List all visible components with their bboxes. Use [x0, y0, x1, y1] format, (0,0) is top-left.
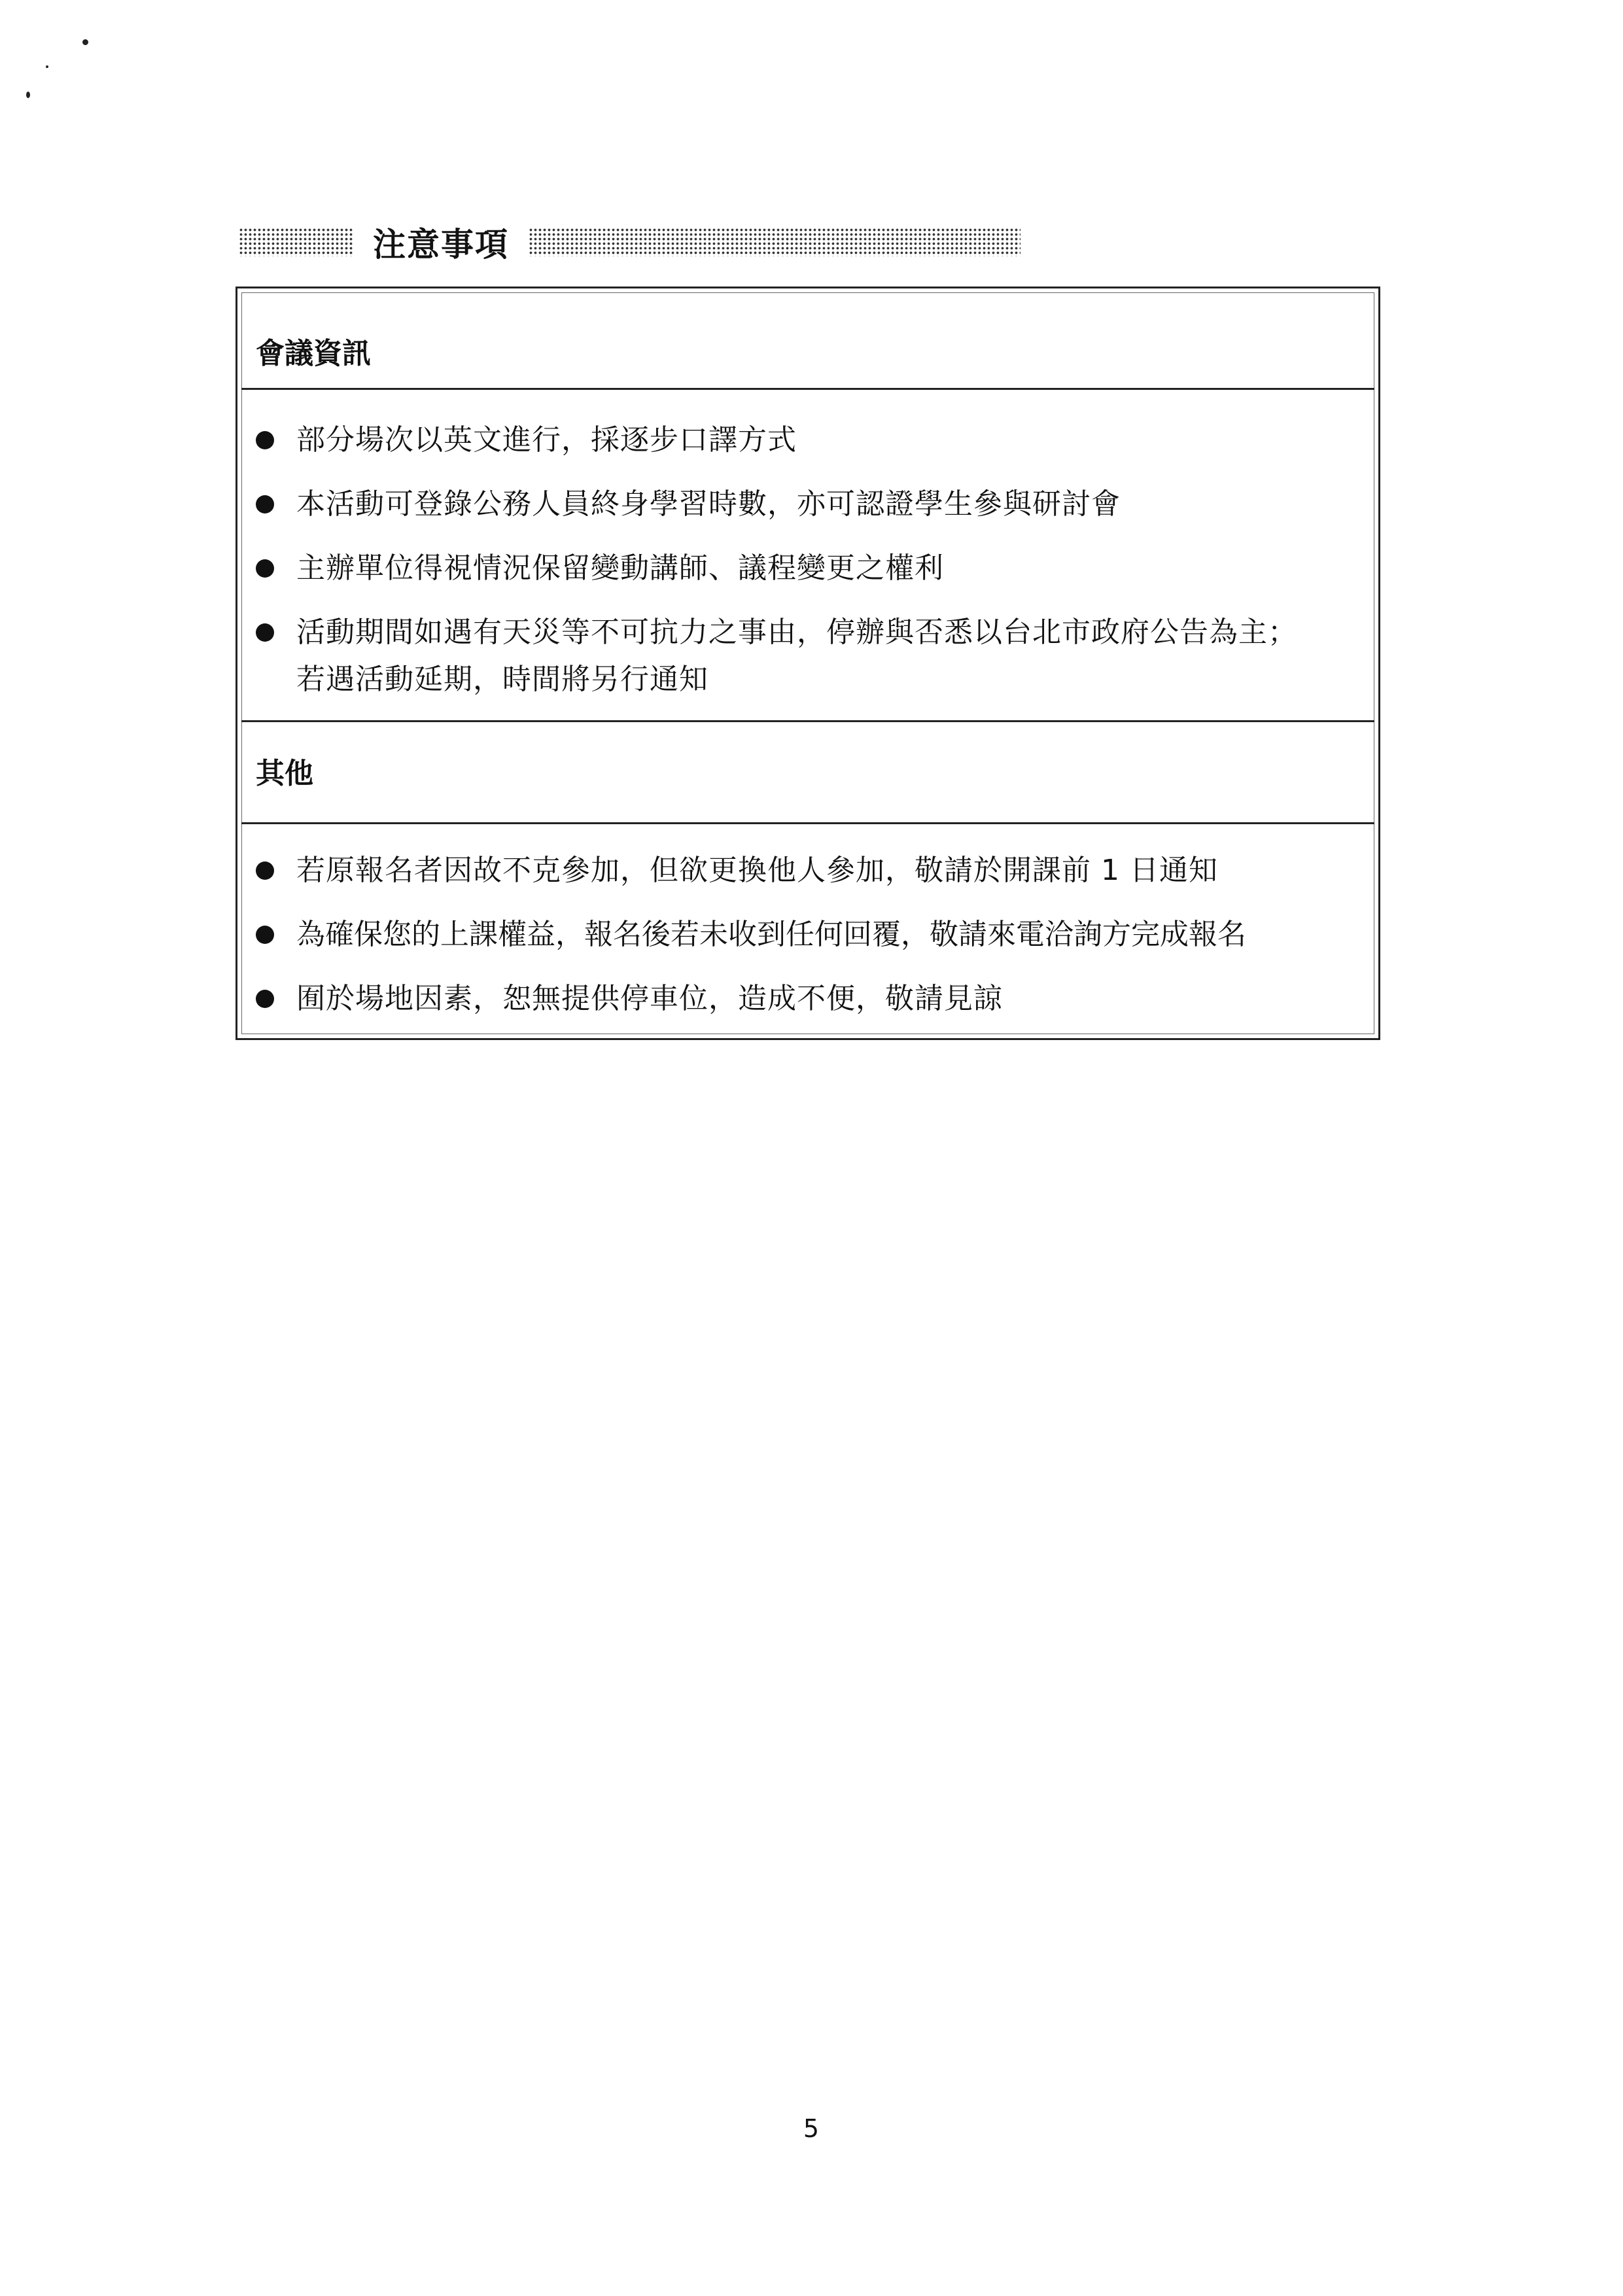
- bullet-icon: [256, 861, 274, 880]
- scan-speck: [46, 65, 48, 68]
- list-item: [237, 481, 1378, 528]
- list-item-text: 為確保您的上課權益，報名後若未收到任何回覆，敬請來電洽詢方完成報名: [296, 918, 1246, 951]
- notice-box: [236, 287, 1380, 1040]
- scan-speck: [26, 92, 30, 98]
- heading-dot-pattern-left: [239, 228, 353, 256]
- list-item-text: 主辦單位得視情況保留變動講師、議程變更之權利: [296, 551, 944, 585]
- section-header-other: [237, 722, 1378, 820]
- bullet-icon: [256, 623, 274, 642]
- bullet-icon: [256, 926, 274, 944]
- section-title: 其他: [256, 757, 313, 790]
- section-divider: [241, 822, 1374, 824]
- notice-heading: [239, 216, 1021, 268]
- list-item: [237, 545, 1378, 592]
- list-item: [237, 609, 1378, 703]
- bullet-icon: [256, 431, 274, 449]
- list-item-text: 若原報名者因故不克參加，但欲更換他人參加，敬請於開課前 1 日通知: [296, 854, 1218, 887]
- list-item-text: 活動期間如遇有天災等不可抗力之事由，停辦與否悉以台北市政府公告為主；若遇活動延期，時間將另行通知: [296, 616, 1297, 696]
- other-info-list: [237, 847, 1378, 1022]
- list-item-text: 本活動可登錄公務人員終身學習時數，亦可認證學生參與研討會: [296, 487, 1121, 521]
- list-item: [237, 417, 1378, 464]
- section-title: 會議資訊: [256, 337, 371, 370]
- scan-speck: [82, 39, 88, 45]
- page-number: 5: [803, 2114, 820, 2143]
- section-divider: [241, 388, 1374, 390]
- bullet-icon: [256, 495, 274, 513]
- list-item-text: 囿於場地因素，恕無提供停車位，造成不便，敬請見諒: [296, 982, 1003, 1015]
- notice-heading-title: 注意事項: [373, 226, 509, 264]
- bullet-icon: [256, 990, 274, 1008]
- list-item: [237, 847, 1378, 894]
- list-item-text: 部分場次以英文進行，採逐步口譯方式: [296, 423, 797, 457]
- meeting-info-list: [237, 417, 1378, 703]
- bullet-icon: [256, 559, 274, 578]
- section-header-meeting-info: [237, 315, 1378, 387]
- list-item: [237, 911, 1378, 958]
- list-item: [237, 975, 1378, 1022]
- heading-dot-pattern-right: [529, 228, 1021, 256]
